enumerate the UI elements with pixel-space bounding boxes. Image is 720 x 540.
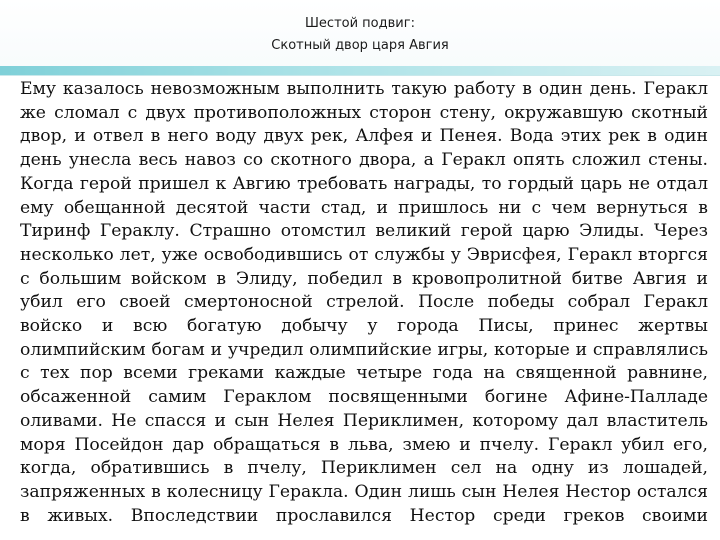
text-line: обсаженной самим Гераклом посвященными богине Афине-Палладе — [20, 387, 708, 408]
text-line: запряженных в колесницу Геракла. Один лишь сын Нелея Нестор остался — [20, 481, 708, 502]
slide-title-line-1: Шестой подвиг: — [305, 16, 415, 31]
text-line: с тех пор всеми греками каждые четыре года на священной равнине, — [20, 363, 708, 384]
text-line: двор, и отвел в него воду двух рек, Алфея и Пенея. Вода этих рек в один — [20, 126, 708, 147]
body-text — [20, 78, 708, 528]
text-line: Ему казалось невозможным выполнить такую работу в один день. Геракл — [20, 79, 708, 99]
text-line: Когда герой пришел к Авгию требовать награды, то гордый царь не отдал — [20, 173, 708, 194]
text-line: в живых. Впоследствии прославился Нестор среди греков своими — [20, 505, 708, 526]
text-line: же сломал с двух противоположных сторон стену, окружавшую скотный — [20, 102, 708, 123]
text-line: олимпийским богам и учредил олимпийские игры, которые и справлялись — [20, 339, 708, 360]
text-line: убил его своей смертоносной стрелой. После победы собрал Геракл — [20, 292, 708, 313]
text-line: моря Посейдон дар обращаться в льва, змею и пчелу. Геракл убил его, — [20, 434, 708, 455]
text-line: оливами. Не спасся и сын Нелея Периклимен, которому дал властитель — [20, 410, 708, 431]
text-line: с большим войском в Элиду, победил в кровопролитной битве Авгия и — [20, 268, 708, 289]
text-line: войско и всю богатую добычу у города Писы, принес жертвы — [20, 316, 708, 337]
text-line: ему обещанной десятой части стад, и пришлось ни с чем вернуться в — [20, 197, 708, 218]
accent-divider — [0, 75, 720, 76]
text-line: несколько лет, уже освободившись от службы у Эврисфея, Геракл вторгся — [20, 244, 708, 265]
text-line: когда, обратившись в пчелу, Периклимен сел на одну из лошадей, — [20, 458, 708, 479]
slide-header — [0, 0, 720, 72]
text-line: день унесла весь навоз со скотного двора, а Геракл опять сложил стены. — [20, 150, 708, 171]
text-line: Тиринф Гераклу. Страшно отомстил великий герой царю Элиды. Через — [20, 221, 708, 242]
accent-bar — [0, 66, 720, 75]
slide-title-line-2: Скотный двор царя Авгия — [271, 38, 449, 53]
